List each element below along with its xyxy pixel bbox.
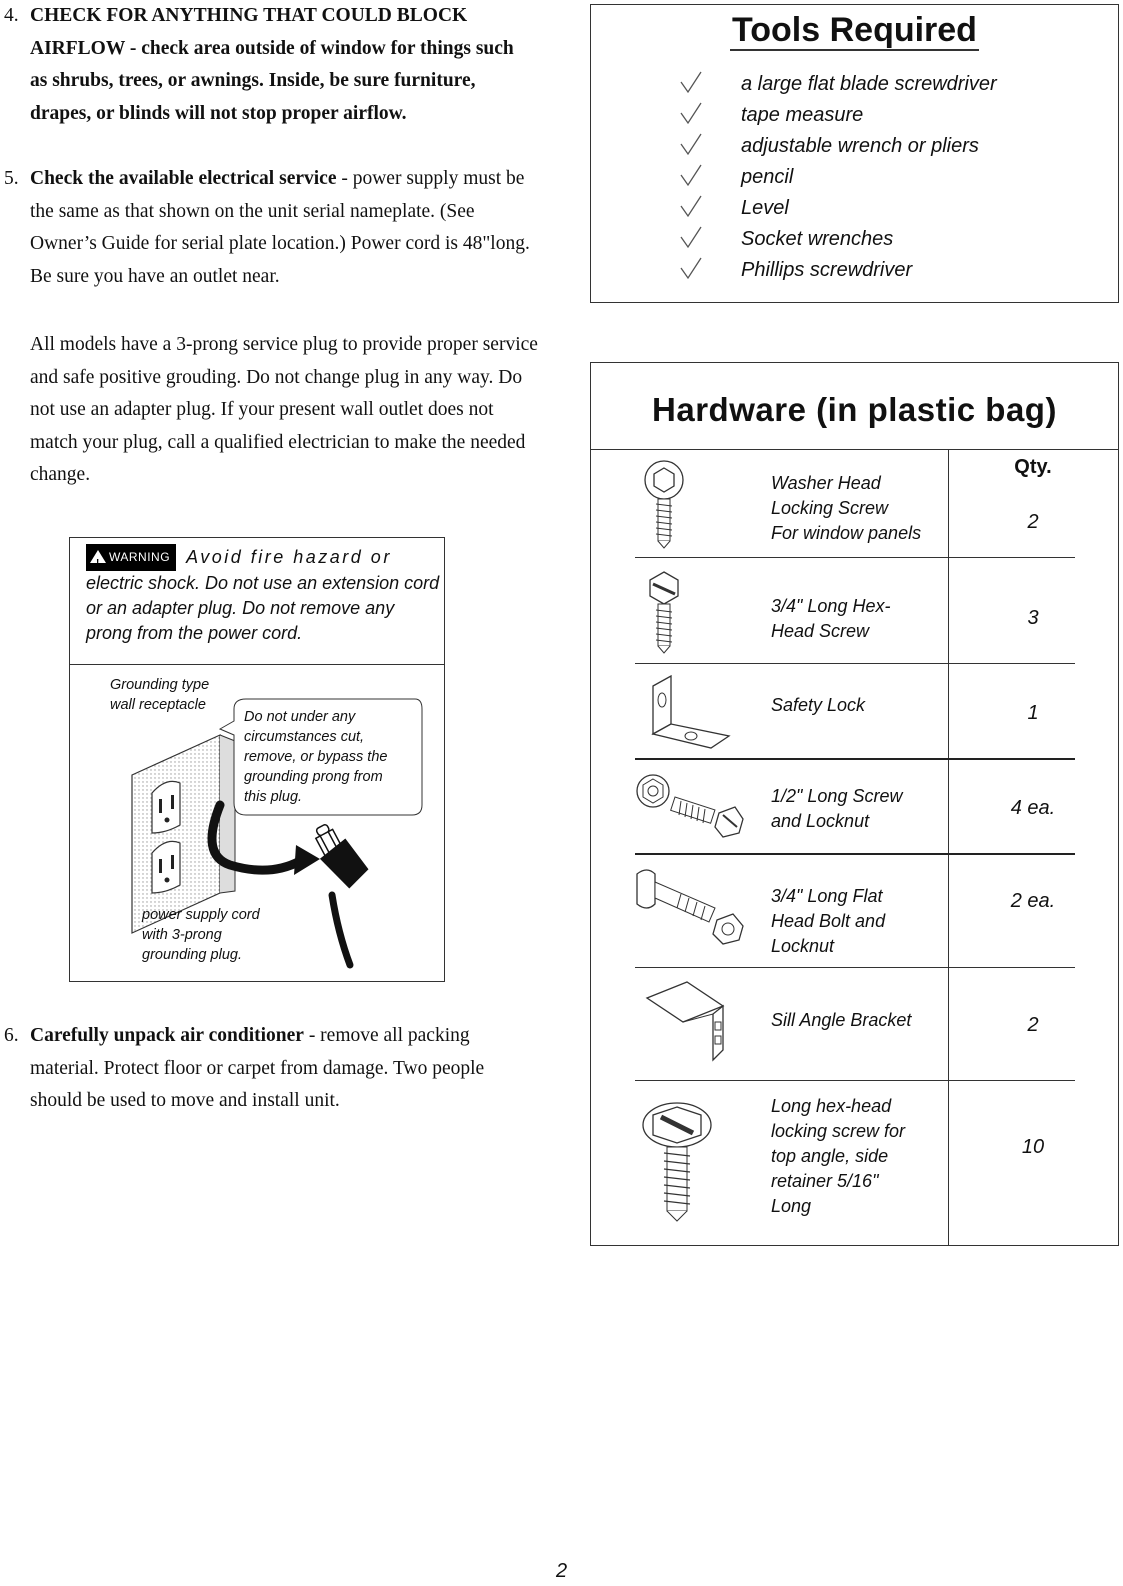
hardware-name — [771, 693, 941, 718]
hardware-name-line: Head Bolt and — [771, 911, 886, 931]
hardware-name-line: Safety Lock — [771, 695, 866, 715]
cord-label — [142, 905, 260, 965]
hardware-name-line: For window panels — [771, 523, 922, 543]
step-number: 6. — [4, 1025, 19, 1046]
callout-line: remove, or bypass the — [244, 749, 388, 765]
callout-line: grounding prong from — [244, 769, 383, 785]
step-body — [30, 1020, 534, 1118]
step-text: - power supply must be the same as that shown on the unit serial nameplate. (See Owner’s Guide for serial plate location.) Power cord is 48"long. Be sure you have an outlet near. — [30, 168, 530, 287]
hardware-name-line: Locking Screw — [771, 498, 889, 518]
hardware-name — [771, 1094, 941, 1219]
receptacle-label — [110, 675, 209, 715]
flat-head-bolt-icon — [631, 864, 751, 954]
grounding-figure — [70, 665, 444, 986]
tool-label: tape measure — [741, 104, 864, 126]
warning-box — [69, 537, 445, 982]
hardware-row — [591, 558, 1118, 664]
step-6 — [4, 1020, 534, 1118]
callout-line: circumstances cut, — [244, 729, 365, 745]
callout-line: this plug. — [244, 789, 303, 805]
hardware-name — [771, 884, 941, 959]
hardware-qty: 2 — [1027, 511, 1039, 533]
safety-lock-icon — [631, 672, 741, 752]
hardware-qty: 3 — [1027, 607, 1039, 629]
cord-label-line: with 3-prong — [142, 927, 222, 943]
checkmark-icon — [679, 132, 703, 158]
tool-label: Phillips screwdriver — [741, 259, 913, 281]
hardware-name-line: Sill Angle Bracket — [771, 1010, 912, 1030]
step-body — [30, 163, 534, 293]
tool-label: Socket wrenches — [741, 228, 894, 250]
long-hex-screw-icon — [631, 1095, 731, 1235]
hardware-row — [591, 854, 1118, 968]
tool-label: a large flat blade screwdriver — [741, 73, 997, 95]
warning-body: electric shock. Do not use an extension cord or an adapter plug. Do not remove any prong from the power cord. — [86, 573, 440, 643]
receptacle-label-line: wall receptacle — [110, 697, 206, 713]
hardware-name-line: Long — [771, 1196, 812, 1216]
hardware-name-line: 3/4" Long Flat — [771, 886, 883, 906]
hardware-row — [591, 664, 1118, 759]
hardware-row — [591, 968, 1118, 1081]
qty-header: Qty. — [1014, 456, 1052, 478]
step-number: 4. — [4, 5, 19, 26]
hardware-name-line: retainer 5/16" — [771, 1171, 879, 1191]
hardware-name-line: 1/2" Long Screw — [771, 786, 903, 806]
prong-callout — [244, 707, 387, 807]
hardware-name — [771, 784, 941, 834]
hardware-name-line: Long hex-head — [771, 1096, 892, 1116]
hardware-name-line: and Locknut — [771, 811, 870, 831]
hardware-qty: 4 ea. — [1010, 797, 1056, 819]
step-4 — [4, 0, 534, 130]
hardware-box — [590, 362, 1119, 1246]
checkmark-icon — [679, 101, 703, 127]
tool-label: adjustable wrench or pliers — [741, 135, 979, 157]
tools-title — [591, 11, 1118, 50]
hardware-qty: 1 — [1027, 702, 1039, 724]
hardware-title: Hardware (in plastic bag) — [652, 391, 1057, 428]
hardware-name — [771, 594, 941, 644]
washer-head-screw-icon — [631, 460, 701, 550]
hardware-name-line: 3/4" Long Hex- — [771, 596, 891, 616]
hardware-name — [771, 471, 941, 546]
hex-head-screw-icon — [631, 568, 701, 658]
hardware-row — [591, 450, 1118, 558]
step-text: CHECK FOR ANYTHING THAT COULD BLOCK AIRFLOW - check area outside of window for things such as shrubs, trees, or awnings. Inside, be sure furniture, drapes, or blinds will not stop proper airflow. — [30, 5, 514, 124]
hardware-name-line: locking screw for — [771, 1121, 906, 1141]
checkmark-icon — [679, 163, 703, 189]
warning-badge-label: WARNING — [109, 550, 171, 564]
callout-line: Do not under any — [244, 709, 356, 725]
hardware-qty: 10 — [1021, 1136, 1045, 1158]
step-5 — [4, 163, 534, 293]
hardware-row — [591, 1081, 1118, 1245]
page-number: 2 — [555, 1560, 568, 1582]
warning-badge — [86, 544, 176, 571]
cord-label-line: grounding plug. — [142, 947, 242, 963]
step-number: 5. — [4, 168, 19, 189]
hardware-qty: 2 — [1027, 1014, 1039, 1036]
hardware-name-line: Locknut — [771, 936, 835, 956]
tools-title-text: Tools Required — [732, 11, 977, 49]
cord-label-line: power supply cord — [142, 907, 260, 923]
receptacle-label-line: Grounding type — [110, 677, 210, 693]
step-lead: Check the available electrical service — [30, 168, 337, 189]
step-lead: Carefully unpack air conditioner — [30, 1025, 304, 1046]
prong-paragraph: All models have a 3-prong service plug to provide proper service and safe positive grouding. Do not change plug in any way. Do not use an adapter plug. If your present wall outlet does not match your plug, call a qualified electrician to make the needed change. — [30, 334, 538, 485]
tools-required-box — [590, 4, 1119, 303]
checkmark-icon — [679, 225, 703, 251]
checkmark-icon — [679, 194, 703, 220]
hardware-name — [771, 1008, 941, 1033]
warning-triangle-icon — [90, 550, 106, 563]
step-text: - remove all packing material. Protect floor or carpet from damage. Two people should be used to move and install unit. — [30, 1025, 485, 1111]
warning-lead: Avoid fire hazard or — [186, 547, 392, 567]
hardware-name-line: top angle, side — [771, 1146, 889, 1166]
tool-label: pencil — [741, 166, 794, 188]
warning-text — [86, 544, 442, 646]
sill-angle-bracket-icon — [631, 980, 741, 1070]
checkmark-icon — [679, 256, 703, 282]
screw-locknut-icon — [631, 769, 751, 839]
hardware-name-line: Head Screw — [771, 621, 870, 641]
tool-label: Level — [741, 197, 789, 219]
hardware-name-line: Washer Head — [771, 473, 881, 493]
checkmark-icon — [679, 70, 703, 96]
hardware-row — [591, 759, 1118, 854]
hardware-qty: 2 ea. — [1010, 890, 1056, 912]
